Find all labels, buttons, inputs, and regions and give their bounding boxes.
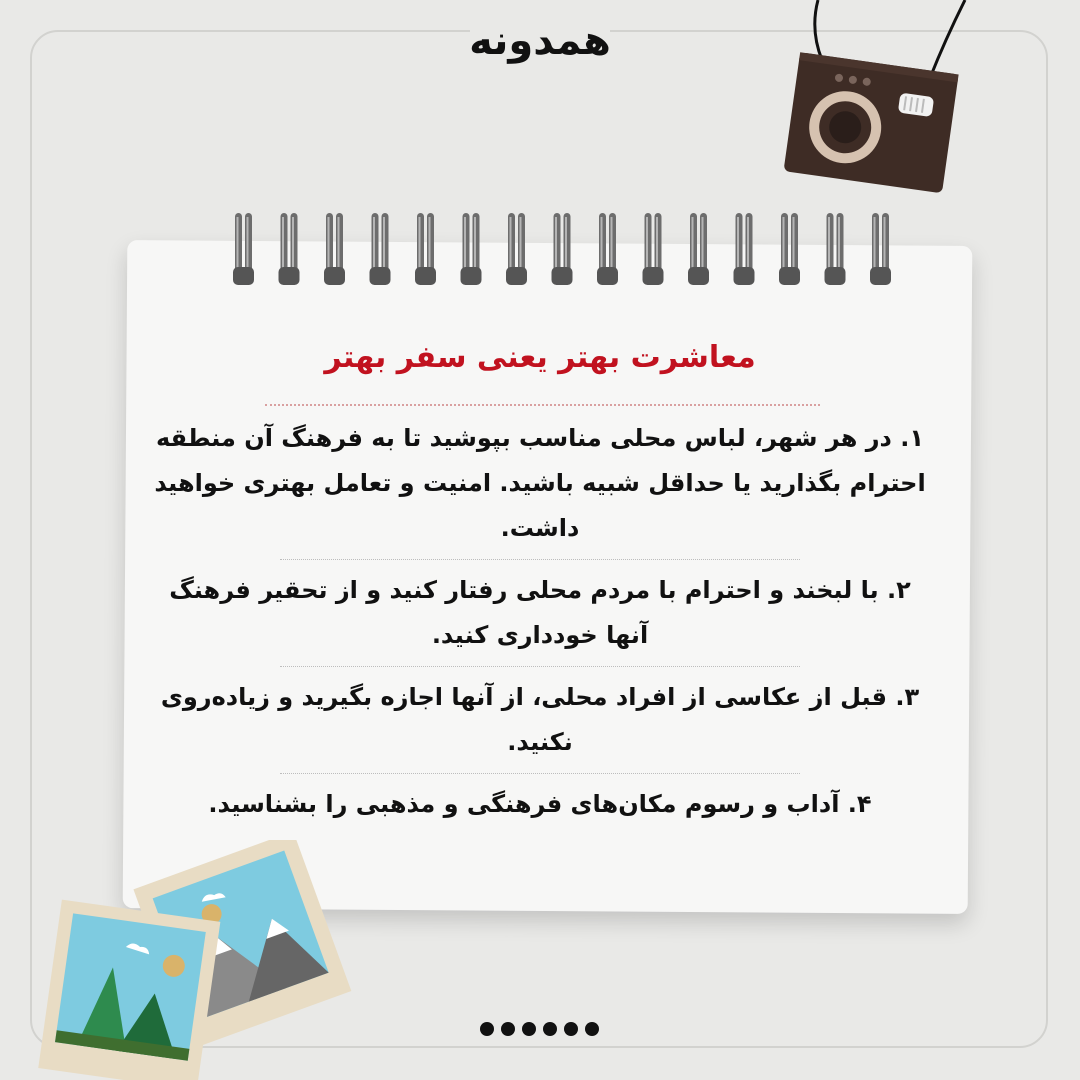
brand-logo-text: همدونه [469,18,611,64]
title-divider [265,404,820,406]
photo-polaroid-icon [30,840,370,1080]
spiral-ring-icon [370,213,391,285]
tip-2: ۲. با لبخند و احترام با مردم محلی رفتار کنید و از تحقیر فرهنگ آنها خودداری کنید. [169,576,911,649]
card-title: معاشرت بهتر یعنی سفر بهتر [324,340,756,375]
spiral-ring-icon [597,213,618,285]
tip-divider [280,666,800,667]
spiral-ring-icon [233,213,254,285]
tip-4: ۴. آداب و رسوم مکان‌های فرهنگی و مذهبی را بشناسید. [208,790,872,818]
pagination-dot[interactable] [480,1022,494,1036]
spiral-ring-icon [415,213,436,285]
spiral-ring-icon [324,213,345,285]
spiral-ring-icon [552,213,573,285]
tip-3: ۳. قبل از عکاسی از افراد محلی، از آنها اجازه بگیرید و زیاده‌روی نکنید. [160,683,920,756]
spiral-ring-icon [779,213,800,285]
tips-list [150,410,930,833]
pagination-dots [480,1022,599,1036]
pagination-dot[interactable] [543,1022,557,1036]
spiral-ring-icon [643,213,664,285]
camera-icon [770,0,970,215]
spiral-ring-icon [461,213,482,285]
pagination-dot[interactable] [585,1022,599,1036]
spiral-ring-icon [688,213,709,285]
spiral-binding [0,205,1080,305]
spiral-ring-icon [506,213,527,285]
spiral-ring-icon [825,213,846,285]
spiral-ring-icon [734,213,755,285]
pagination-dot[interactable] [501,1022,515,1036]
spiral-ring-icon [870,213,891,285]
tip-divider [280,773,800,774]
spiral-ring-icon [279,213,300,285]
brand-logo [470,8,610,74]
pagination-dot[interactable] [522,1022,536,1036]
tip-divider [280,559,800,560]
pagination-dot[interactable] [564,1022,578,1036]
tip-1: ۱. در هر شهر، لباس محلی مناسب بپوشید تا به فرهنگ آن منطقه احترام بگذارید یا حداقل شبیه باشید. امنیت و تعامل بهتری خواهید داشت. [154,424,926,542]
